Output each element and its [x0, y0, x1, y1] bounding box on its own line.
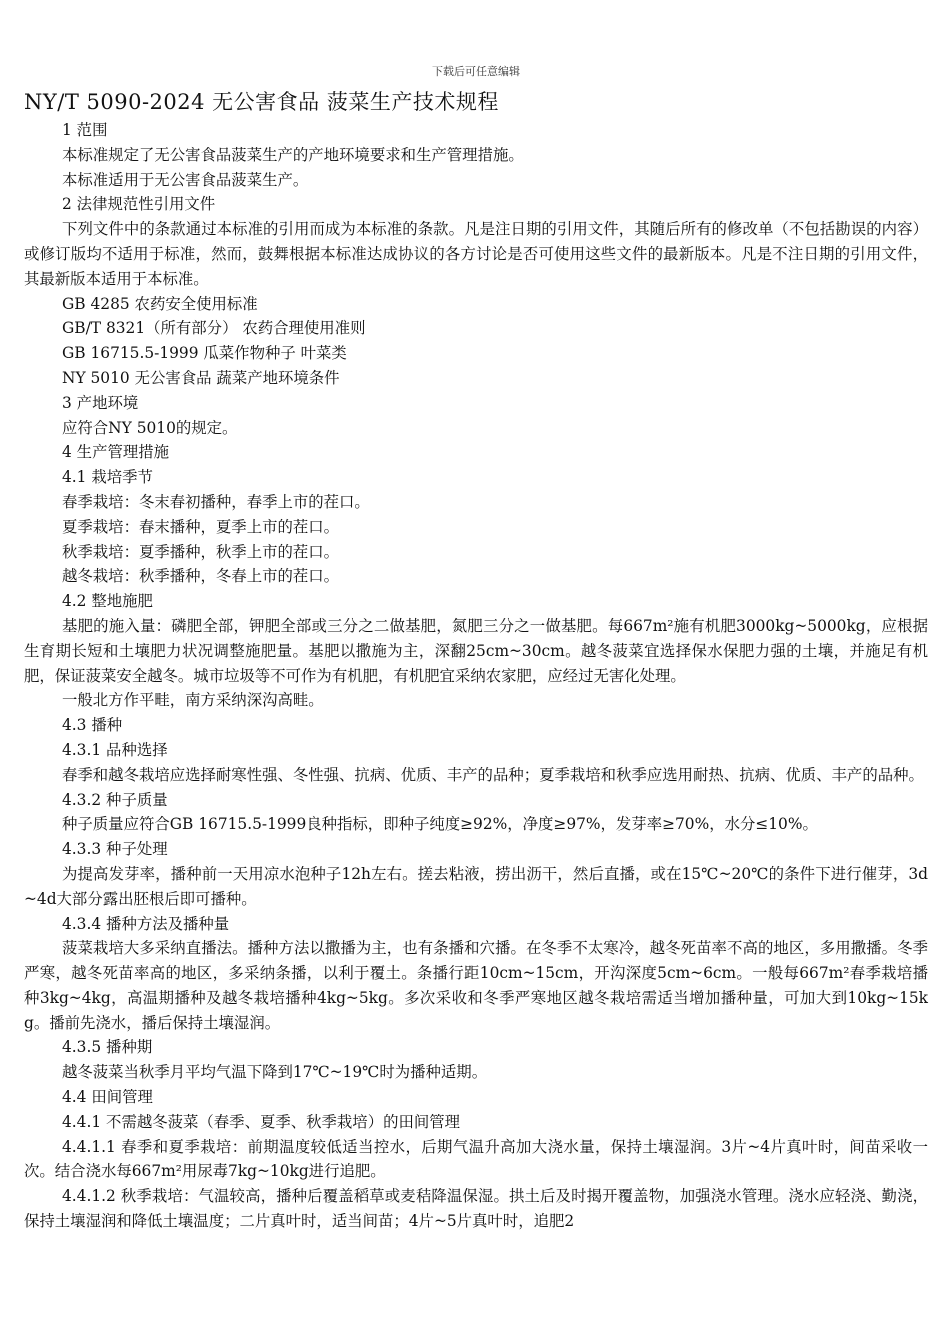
paragraph: 4.3.5 播种期 [62, 1038, 153, 1057]
paragraph: 4.3 播种 [62, 716, 123, 735]
paragraph: 夏季栽培：春末播种，夏季上市的茬口。 [62, 517, 340, 536]
paragraph: 本标准规定了无公害食品菠菜生产的产地环境要求和生产管理措施。 [62, 145, 524, 164]
paragraph: 4 生产管理措施 [62, 443, 170, 462]
paragraph: 2 法律规范性引用文件 [62, 195, 216, 214]
paragraph: 春季栽培：冬末春初播种，春季上市的茬口。 [62, 492, 370, 511]
paragraph: 3 产地环境 [62, 393, 139, 412]
paragraph: 应符合NY 5010的规定。 [62, 418, 238, 437]
paragraph: 越冬菠菜当秋季月平均气温下降到17℃~19℃时为播种适期。 [62, 1063, 488, 1082]
paragraph: 4.1 栽培季节 [62, 468, 153, 487]
paragraph: 4.2 整地施肥 [62, 592, 153, 611]
paragraph: GB/T 8321（所有部分） 农药合理使用准则 [62, 319, 366, 338]
paragraph: 越冬栽培：秋季播种，冬春上市的茬口。 [62, 567, 340, 586]
paragraph: NY 5010 无公害食品 蔬菜产地环境条件 [62, 368, 340, 387]
paragraph: 4.4.1.2 秋季栽培：气温较高，播种后覆盖稻草或麦秸降温保湿。拱土后及时揭开覆盖物，加强浇水管理。浇水应轻浇、勤浇，保持土壤湿润和降低土壤温度；二片真叶时，适当间苗；4片~5片真叶时，追肥2 [24, 1187, 928, 1231]
paragraph: 春季和越冬栽培应选择耐寒性强、冬性强、抗病、优质、丰产的品种；夏季栽培和秋季应选用耐热、抗病、优质、丰产的品种。 [62, 765, 924, 784]
paragraph: 4.3.3 种子处理 [62, 840, 168, 859]
paragraph: 4.4.1 不需越冬菠菜（春季、夏季、秋季栽培）的田间管理 [62, 1112, 461, 1131]
paragraph: 4.3.1 品种选择 [62, 740, 168, 759]
paragraph: 4.4 田间管理 [62, 1088, 153, 1107]
paragraph: 4.3.4 播种方法及播种量 [62, 914, 230, 933]
document-title: NY/T 5090-2024 无公害食品 菠菜生产技术规程 [24, 90, 499, 114]
paragraph: GB 16715.5-1999 瓜菜作物种子 叶菜类 [62, 344, 347, 363]
paragraph: 一般北方作平畦，南方采纳深沟高畦。 [62, 691, 324, 710]
paragraph: 1 范围 [62, 121, 108, 139]
paragraph: GB 4285 农药安全使用标准 [62, 294, 258, 313]
paragraph: 种子质量应符合GB 16715.5-1999良种指标，即种子纯度≥92%，净度≥97%，发芽率≥70%，水分≤10%。 [62, 815, 818, 834]
paragraph: 基肥的施入量：磷肥全部，钾肥全部或三分之二做基肥，氮肥三分之一做基肥。每667m²施有机肥3000kg~5000kg，应根据生育期长短和土壤肥力状况调整施肥量。基肥以撒施为主，深翻25cm~30cm。越冬菠菜宜选择保水保肥力强的土壤，并施足有机肥，保证菠菜安全越冬。城市垃圾等不可作为有机肥，有机肥宜采纳农家肥，应经过无害化处理。 [24, 616, 928, 685]
header-note: 下载后可任意编辑 [432, 65, 520, 78]
paragraph: 4.4.1.1 春季和夏季栽培：前期温度较低适当控水，后期气温升高加大浇水量，保持土壤湿润。3片~4片真叶时，间苗采收一次。结合浇水每667m²用尿毒7kg~10kg进行追肥。 [24, 1137, 928, 1181]
paragraph: 秋季栽培：夏季播种，秋季上市的茬口。 [62, 542, 340, 561]
paragraph: 为提高发芽率，播种前一天用凉水泡种子12h左右。搓去粘液，捞出沥干，然后直播，或在15℃~20℃的条件下进行催芽，3d~4d大部分露出胚根后即可播种。 [24, 864, 928, 908]
paragraph: 4.3.2 种子质量 [62, 790, 168, 809]
document-body [24, 118, 928, 1234]
paragraph: 本标准适用于无公害食品菠菜生产。 [62, 170, 309, 189]
paragraph: 菠菜栽培大多采纳直播法。播种方法以撒播为主，也有条播和穴播。在冬季不太寒冷，越冬死苗率不高的地区，多用撒播。冬季严寒，越冬死苗率高的地区，多采纳条播，以利于覆土。条播行距10cm~15cm，开沟深度5cm~6cm。一般每667m²春季栽培播种3kg~4kg，高温期播种及越冬栽培播种4kg~5kg。多次采收和冬季严寒地区越冬栽培需适当增加播种量，可加大到10kg~15kg。播前先浇水，播后保持土壤湿润。 [24, 939, 928, 1032]
paragraph: 下列文件中的条款通过本标准的引用而成为本标准的条款。凡是注日期的引用文件，其随后所有的修改单（不包括勘误的内容）或修订版均不适用于标准，然而，鼓舞根据本标准达成协议的各方讨论是否可使用这些文件的最新版本。凡是不注日期的引用文件，其最新版本适用于本标准。 [24, 220, 928, 288]
